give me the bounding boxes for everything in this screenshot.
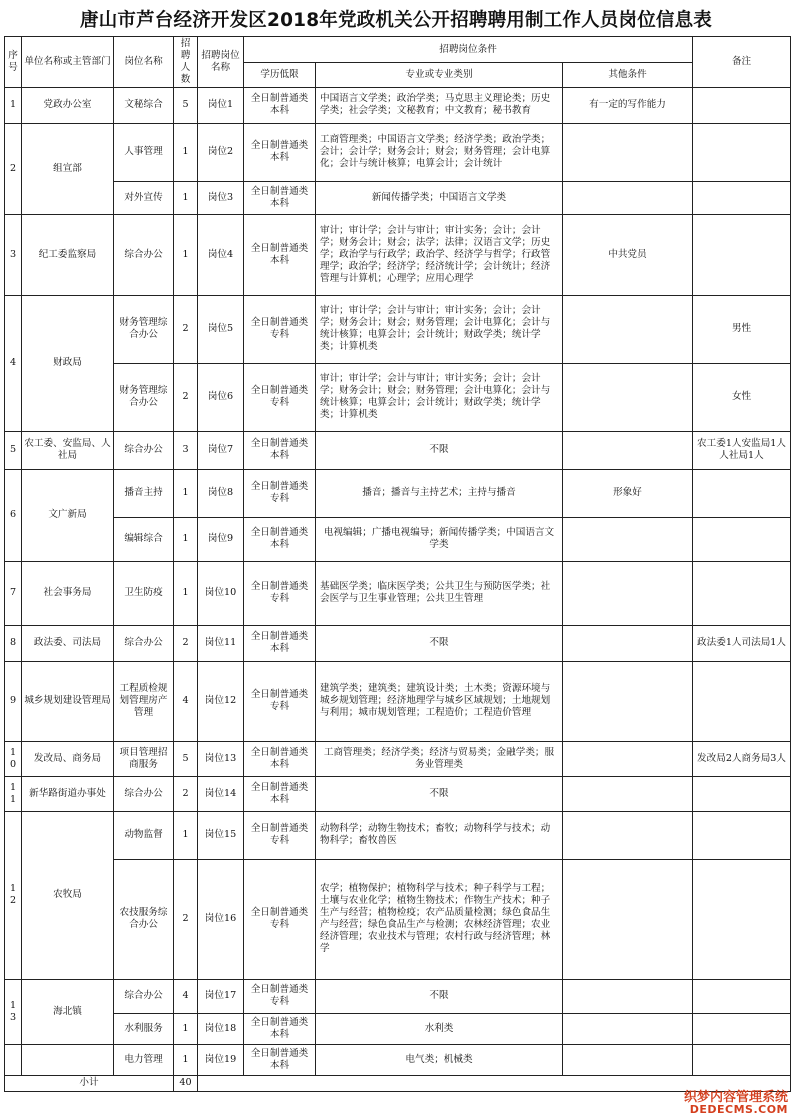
- row-post-id: 岗位10: [198, 561, 244, 625]
- table-row: [5, 123, 791, 181]
- header-remarks: 备注: [693, 37, 791, 88]
- row-other: [563, 363, 693, 431]
- row-post-name: 农技服务综合办公: [114, 859, 174, 979]
- row-post-name: 动物监督: [114, 811, 174, 859]
- row-remark: [693, 87, 791, 123]
- row-major: 水利类: [316, 1013, 563, 1044]
- row-unit: [22, 1044, 114, 1075]
- row-education: 全日制普通类专科: [244, 363, 316, 431]
- row-education: 全日制普通类专科: [244, 661, 316, 741]
- row-major: 不限: [316, 625, 563, 661]
- row-other: [563, 295, 693, 363]
- row-post-id: 岗位5: [198, 295, 244, 363]
- row-remark: [693, 123, 791, 181]
- table-row: [5, 214, 791, 295]
- row-post-name: 人事管理: [114, 123, 174, 181]
- row-count: 2: [174, 625, 198, 661]
- table-row: [5, 87, 791, 123]
- row-major: 工商管理类；经济学类；经济与贸易类；金融学类；服务业管理类: [316, 741, 563, 776]
- row-post-id: 岗位11: [198, 625, 244, 661]
- row-count: 2: [174, 363, 198, 431]
- row-unit: 新华路街道办事处: [22, 776, 114, 811]
- header-education: 学历低限: [244, 63, 316, 88]
- row-remark: [693, 859, 791, 979]
- table-row: [5, 469, 791, 517]
- row-post-id: 岗位13: [198, 741, 244, 776]
- subtotal-label: 小计: [5, 1075, 174, 1091]
- header-conditions: 招聘岗位条件: [244, 37, 693, 63]
- job-table: [4, 36, 791, 1092]
- page-title: 唐山市芦台经济开发区2018年党政机关公开招聘聘用制工作人员岗位信息表: [80, 10, 712, 31]
- row-education: 全日制普通类专科: [244, 979, 316, 1013]
- table-row: [5, 181, 791, 214]
- table-row: [5, 741, 791, 776]
- table-row: [5, 625, 791, 661]
- row-unit: 城乡规划建设管理局: [22, 661, 114, 741]
- row-other: [563, 561, 693, 625]
- row-unit: 社会事务局: [22, 561, 114, 625]
- row-major: 工商管理类；中国语言文学类；经济学类；政治学类；会计；会计学；财务会计；财会；财务管理；会计电算化；会计与统计核算；电算会计；会计统计: [316, 123, 563, 181]
- subtotal-count: 40: [174, 1075, 198, 1091]
- table-row: [5, 295, 791, 363]
- row-unit: 政法委、司法局: [22, 625, 114, 661]
- row-major: 不限: [316, 776, 563, 811]
- header-unit: 单位名称或主管部门: [22, 37, 114, 88]
- row-remark: 男性: [693, 295, 791, 363]
- row-post-id: 岗位4: [198, 214, 244, 295]
- row-other: [563, 776, 693, 811]
- row-other: [563, 661, 693, 741]
- row-count: 5: [174, 741, 198, 776]
- row-post-id: 岗位7: [198, 431, 244, 469]
- row-post-id: 岗位17: [198, 979, 244, 1013]
- row-education: 全日制普通类本科: [244, 123, 316, 181]
- table-row: [5, 1044, 791, 1075]
- row-unit: 党政办公室: [22, 87, 114, 123]
- row-post-name: 水利服务: [114, 1013, 174, 1044]
- row-education: 全日制普通类本科: [244, 741, 316, 776]
- row-post-name: 文秘综合: [114, 87, 174, 123]
- row-major: 电视编辑；广播电视编导；新闻传播学类；中国语言文学类: [316, 517, 563, 561]
- row-other: [563, 431, 693, 469]
- row-education: 全日制普通类本科: [244, 1044, 316, 1075]
- row-seq: 1: [5, 87, 22, 123]
- row-count: 1: [174, 517, 198, 561]
- row-seq: 9: [5, 661, 22, 741]
- row-count: 2: [174, 776, 198, 811]
- row-remark: [693, 979, 791, 1013]
- row-education: 全日制普通类本科: [244, 517, 316, 561]
- row-major: 动物科学；动物生物技术；畜牧；动物科学与技术；动物科学；畜牧兽医: [316, 811, 563, 859]
- row-post-name: 综合办公: [114, 625, 174, 661]
- row-unit: 纪工委监察局: [22, 214, 114, 295]
- row-count: 1: [174, 214, 198, 295]
- row-major: 播音；播音与主持艺术；主持与播音: [316, 469, 563, 517]
- row-other: 有一定的写作能力: [563, 87, 693, 123]
- row-remark: 发改局2人商务局3人: [693, 741, 791, 776]
- row-remark: [693, 1013, 791, 1044]
- table-row: [5, 661, 791, 741]
- row-unit: 海北镇: [22, 979, 114, 1044]
- table-row: [5, 431, 791, 469]
- row-education: 全日制普通类本科: [244, 625, 316, 661]
- row-post-id: 岗位18: [198, 1013, 244, 1044]
- row-major: 不限: [316, 431, 563, 469]
- watermark-logo: [684, 1091, 788, 1116]
- row-count: 5: [174, 87, 198, 123]
- row-post-name: 综合办公: [114, 979, 174, 1013]
- row-remark: [693, 1044, 791, 1075]
- row-post-name: 综合办公: [114, 776, 174, 811]
- row-count: 1: [174, 181, 198, 214]
- row-major: 审计；审计学；会计与审计；审计实务；会计；会计学；财务会计；财会；法学；法律；汉语言文学；历史学；政治学与行政学；政治学、经济学与哲学；行政管理学；政治学；经济学；经济统计学；会计统计；经济管理与计算机；心理学；应用心理学: [316, 214, 563, 295]
- row-count: 3: [174, 431, 198, 469]
- row-education: 全日制普通类专科: [244, 561, 316, 625]
- row-unit: 发改局、商务局: [22, 741, 114, 776]
- row-count: 1: [174, 1013, 198, 1044]
- table-row: [5, 776, 791, 811]
- header-post-id: 招聘岗位名称: [198, 37, 244, 88]
- table-row: [5, 363, 791, 431]
- row-seq: 5: [5, 431, 22, 469]
- row-other: [563, 859, 693, 979]
- row-post-id: 岗位2: [198, 123, 244, 181]
- row-post-name: 电力管理: [114, 1044, 174, 1075]
- row-count: 1: [174, 561, 198, 625]
- row-education: 全日制普通类本科: [244, 214, 316, 295]
- row-post-id: 岗位6: [198, 363, 244, 431]
- row-remark: [693, 517, 791, 561]
- row-remark: 女性: [693, 363, 791, 431]
- row-post-name: 项目管理招商服务: [114, 741, 174, 776]
- row-post-name: 综合办公: [114, 214, 174, 295]
- header-count: 招聘人数: [174, 37, 198, 88]
- row-education: 全日制普通类本科: [244, 1013, 316, 1044]
- table-row: [5, 1013, 791, 1044]
- table-row: [5, 811, 791, 859]
- row-remark: 农工委1人安监局1人人社局1人: [693, 431, 791, 469]
- row-post-name: 播音主持: [114, 469, 174, 517]
- row-major: 基础医学类；临床医学类；公共卫生与预防医学类；社会医学与卫生事业管理；公共卫生管理: [316, 561, 563, 625]
- row-unit: 组宣部: [22, 123, 114, 214]
- row-other: [563, 517, 693, 561]
- header-major: 专业或专业类别: [316, 63, 563, 88]
- row-remark: [693, 469, 791, 517]
- row-major: 中国语言文学类；政治学类；马克思主义理论类；历史学类；社会学类；文秘教育；中文教育；秘书教育: [316, 87, 563, 123]
- row-other: 中共党员: [563, 214, 693, 295]
- row-post-name: 工程质检规划管理房产管理: [114, 661, 174, 741]
- row-seq: 10: [5, 741, 22, 776]
- row-post-name: 财务管理综合办公: [114, 295, 174, 363]
- row-seq: 12: [5, 811, 22, 979]
- row-education: 全日制普通类本科: [244, 776, 316, 811]
- row-post-id: 岗位3: [198, 181, 244, 214]
- row-seq: 8: [5, 625, 22, 661]
- row-other: [563, 625, 693, 661]
- row-remark: [693, 561, 791, 625]
- row-other: [563, 123, 693, 181]
- row-count: 2: [174, 859, 198, 979]
- row-post-id: 岗位1: [198, 87, 244, 123]
- row-other: [563, 741, 693, 776]
- row-post-name: 财务管理综合办公: [114, 363, 174, 431]
- row-post-id: 岗位19: [198, 1044, 244, 1075]
- row-unit: 农工委、安监局、人社局: [22, 431, 114, 469]
- row-education: 全日制普通类专科: [244, 811, 316, 859]
- row-post-id: 岗位15: [198, 811, 244, 859]
- row-major: 建筑学类；建筑类；建筑设计类；土木类；资源环境与城乡规划管理；经济地理学与城乡区域规划；土地规划与利用；城市规划管理；工程造价；工程造价管理: [316, 661, 563, 741]
- row-major: 农学；植物保护；植物科学与技术；种子科学与工程；土壤与农业化学；植物生物技术；作物生产技术；种子生产与经营；植物检疫；农产品质量检测；绿色食品生产与经营；绿色食品生产与检测；农林经济管理；农业经济管理；农业技术与管理；农村行政与经济管理；林学: [316, 859, 563, 979]
- row-remark: 政法委1人司法局1人: [693, 625, 791, 661]
- row-post-id: 岗位8: [198, 469, 244, 517]
- row-unit: 文广新局: [22, 469, 114, 561]
- row-seq: [5, 1044, 22, 1075]
- row-other: 形象好: [563, 469, 693, 517]
- row-count: 1: [174, 811, 198, 859]
- row-remark: [693, 811, 791, 859]
- row-seq: 6: [5, 469, 22, 561]
- row-major: 不限: [316, 979, 563, 1013]
- row-seq: 13: [5, 979, 22, 1044]
- row-other: [563, 181, 693, 214]
- row-post-id: 岗位12: [198, 661, 244, 741]
- row-post-name: 对外宣传: [114, 181, 174, 214]
- row-remark: [693, 776, 791, 811]
- row-major: 审计；审计学；会计与审计；审计实务；会计；会计学；财务会计；财会；财务管理；会计电算化；会计与统计核算；电算会计；会计统计；财政学类；统计学类；计算机类: [316, 363, 563, 431]
- row-count: 1: [174, 469, 198, 517]
- row-major: 审计；审计学；会计与审计；审计实务；会计；会计学；财务会计；财会；财务管理；会计电算化；会计与统计核算；电算会计；会计统计；财政学类；统计学类；计算机类: [316, 295, 563, 363]
- row-major: 新闻传播学类；中国语言文学类: [316, 181, 563, 214]
- row-seq: 11: [5, 776, 22, 811]
- row-remark: [693, 214, 791, 295]
- row-seq: 2: [5, 123, 22, 214]
- row-count: 4: [174, 661, 198, 741]
- row-post-id: 岗位9: [198, 517, 244, 561]
- header-other: 其他条件: [563, 63, 693, 88]
- table-row: [5, 517, 791, 561]
- watermark-line1: 织梦内容管理系统: [683, 1089, 788, 1105]
- row-education: 全日制普通类本科: [244, 431, 316, 469]
- row-unit: 农牧局: [22, 811, 114, 979]
- row-post-name: 编辑综合: [114, 517, 174, 561]
- row-education: 全日制普通类本科: [244, 181, 316, 214]
- row-seq: 7: [5, 561, 22, 625]
- row-post-name: 卫生防疫: [114, 561, 174, 625]
- watermark-line2: DEDECMS.COM: [689, 1103, 788, 1117]
- header-seq: 序号: [5, 37, 22, 88]
- row-post-id: 岗位16: [198, 859, 244, 979]
- row-other: [563, 811, 693, 859]
- row-post-id: 岗位14: [198, 776, 244, 811]
- table-row: [5, 561, 791, 625]
- row-education: 全日制普通类专科: [244, 295, 316, 363]
- table-row: [5, 979, 791, 1013]
- row-seq: 3: [5, 214, 22, 295]
- row-other: [563, 1044, 693, 1075]
- row-count: 1: [174, 123, 198, 181]
- row-remark: [693, 661, 791, 741]
- row-count: 4: [174, 979, 198, 1013]
- row-post-name: 综合办公: [114, 431, 174, 469]
- row-education: 全日制普通类专科: [244, 469, 316, 517]
- row-count: 2: [174, 295, 198, 363]
- row-education: 全日制普通类专科: [244, 859, 316, 979]
- header-post-name: 岗位名称: [114, 37, 174, 88]
- header-row: [5, 37, 791, 63]
- row-count: 1: [174, 1044, 198, 1075]
- table-row: [5, 859, 791, 979]
- row-unit: 财政局: [22, 295, 114, 431]
- subtotal-row: [5, 1075, 791, 1091]
- row-seq: 4: [5, 295, 22, 431]
- row-education: 全日制普通类本科: [244, 87, 316, 123]
- row-major: 电气类；机械类: [316, 1044, 563, 1075]
- row-other: [563, 1013, 693, 1044]
- row-other: [563, 979, 693, 1013]
- row-remark: [693, 181, 791, 214]
